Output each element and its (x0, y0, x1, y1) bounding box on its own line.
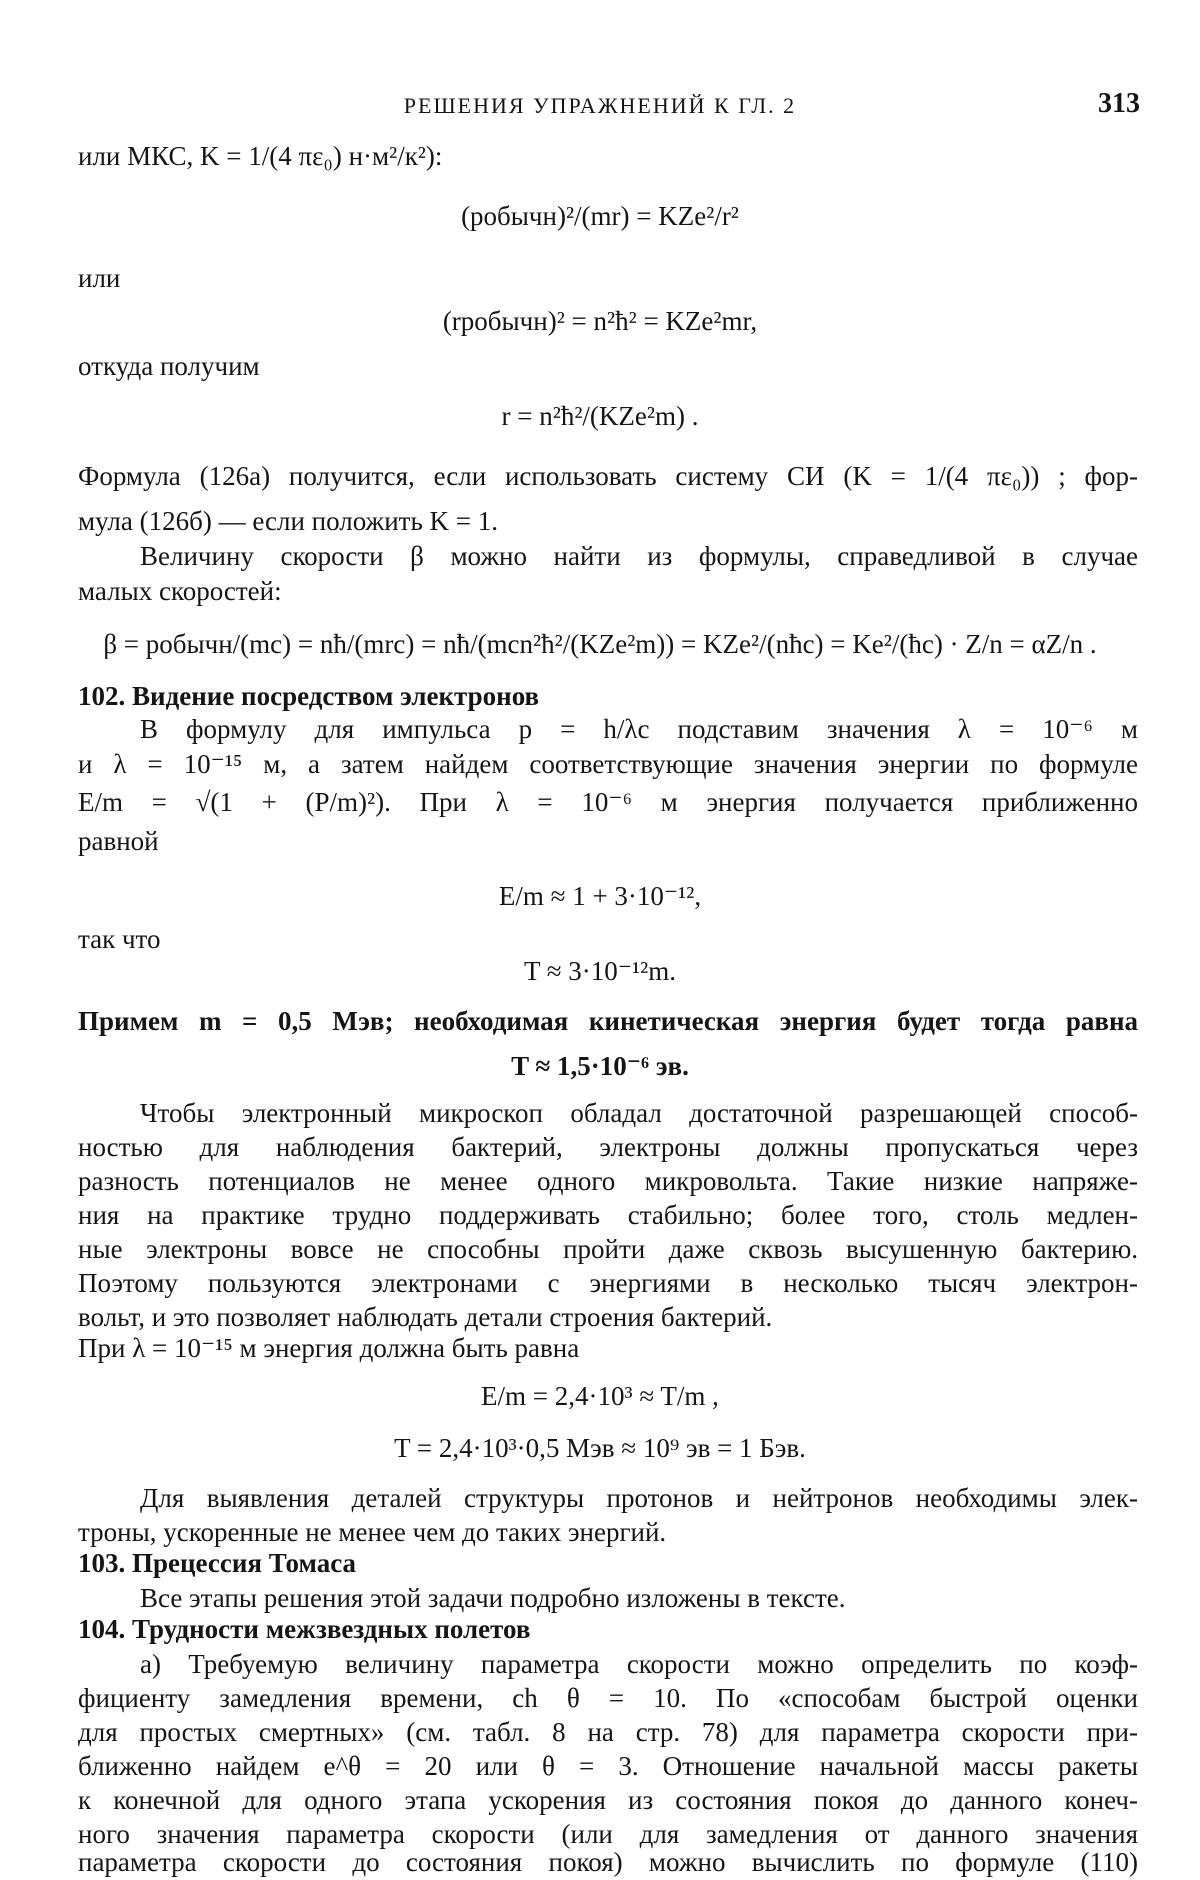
text-line: Примем m = 0,5 Мэв; необходимая кинетическая энергия будет тогда равна (78, 1006, 1138, 1036)
equation: T ≈ 1,5·10⁻⁶ эв. (511, 1051, 689, 1081)
text-line: E/m = √(1 + (P/m)²). При λ = 10⁻⁶ м энергия получается приближенно (78, 787, 1138, 817)
text-line: вольт, и это позволяет наблюдать детали строения бактерий. (78, 1302, 773, 1332)
text-line: троны, ускоренные не менее чем до таких энергий. (78, 1517, 667, 1547)
text-line: откуда получим (78, 351, 260, 381)
running-header: РЕШЕНИЯ УПРАЖНЕНИЙ К ГЛ. 2 (403, 93, 797, 118)
text-line: фициенту замедления времени, ch θ = 10. По «способам быстрой оценки (78, 1683, 1138, 1713)
text-line: ния на практике трудно поддерживать стабильно; более того, столь медлен- (78, 1200, 1138, 1230)
text-line: В формулу для импульса p = h/λc подставим значения λ = 10⁻⁶ м (140, 714, 1138, 744)
section-heading: 104. Трудности межзвездных полетов (78, 1614, 531, 1644)
text-line: Формула (126а) получится, если использовать систему СИ (K = 1/(4 πε₀)) ; фор- (78, 461, 1138, 491)
text-line: Величину скорости β можно найти из формулы, справедливой в случае (140, 541, 1138, 571)
text-line: так что (78, 924, 161, 954)
text-line: ностью для наблюдения бактерий, электроны должны пропускаться через (78, 1132, 1138, 1162)
text-line: Для выявления деталей структуры протонов и нейтронов необходимы элек- (140, 1483, 1138, 1513)
equation: (rpобычн)² = n²ħ² = KZe²mr, (442, 306, 758, 336)
page-number: 313 (1098, 88, 1140, 119)
equation: β = pобычн/(mc) = nħ/(mrc) = nħ/(mcn²ħ²/(KZe²m)) = KZe²/(nħc) = Ke²/(ħc) · Z/n = αZ/n . (103, 629, 1097, 659)
equation: E/m = 2,4·10³ ≈ T/m , (481, 1381, 719, 1411)
text-line: Чтобы электронный микроскоп обладал достаточной разрешающей способ- (140, 1098, 1138, 1128)
section-heading: 102. Видение посредством электронов (78, 681, 540, 711)
text-line: к конечной для одного этапа ускорения из состояния покоя до данного конеч- (78, 1785, 1138, 1815)
text-line: а) Требуемую величину параметра скорости можно определить по коэф- (140, 1649, 1138, 1679)
text-line: ные электроны вовсе не способны пройти даже сквозь высушенную бактерию. (78, 1234, 1138, 1264)
text-line: ного значения параметра скорости (или для замедления от данного значения (78, 1819, 1138, 1849)
text-line: или МКС, K = 1/(4 πε₀) н·м²/к²): (78, 141, 443, 171)
equation: E/m ≈ 1 + 3·10⁻¹², (498, 881, 702, 911)
text-line: мула (126б) — если положить K = 1. (78, 506, 498, 536)
text-line: разность потенциалов не менее одного микровольта. Такие низкие напряже- (78, 1166, 1138, 1196)
text-line: При λ = 10⁻¹⁵ м энергия должна быть равна (78, 1333, 580, 1363)
text-line: параметра скорости до состояния покоя) можно вычислить по формуле (110) (78, 1847, 1138, 1877)
text-line: Все этапы решения этой задачи подробно изложены в тексте. (140, 1583, 846, 1613)
section-heading: 103. Прецессия Томаса (78, 1548, 357, 1578)
text-line: и λ = 10⁻¹⁵ м, а затем найдем соответствующие значения энергии по формуле (78, 749, 1138, 779)
text-line: Поэтому пользуются электронами с энергиями в несколько тысяч электрон- (78, 1268, 1138, 1298)
text-line: для простых смертных» (см. табл. 8 на стр. 78) для параметра скорости при- (78, 1717, 1138, 1747)
equation: T ≈ 3·10⁻¹²m. (523, 956, 676, 986)
equation: (pобычн)²/(mr) = KZe²/r² (461, 201, 739, 231)
text-line: малых скоростей: (78, 576, 282, 606)
equation: T = 2,4·10³·0,5 Мэв ≈ 10⁹ эв = 1 Бэв. (394, 1433, 806, 1463)
text-line: ближенно найдем e^θ = 20 или θ = 3. Отношение начальной массы ракеты (78, 1751, 1138, 1781)
text-line: или (78, 263, 121, 293)
text-line: равной (78, 826, 159, 856)
equation: r = n²ħ²/(KZe²m) . (501, 401, 699, 431)
